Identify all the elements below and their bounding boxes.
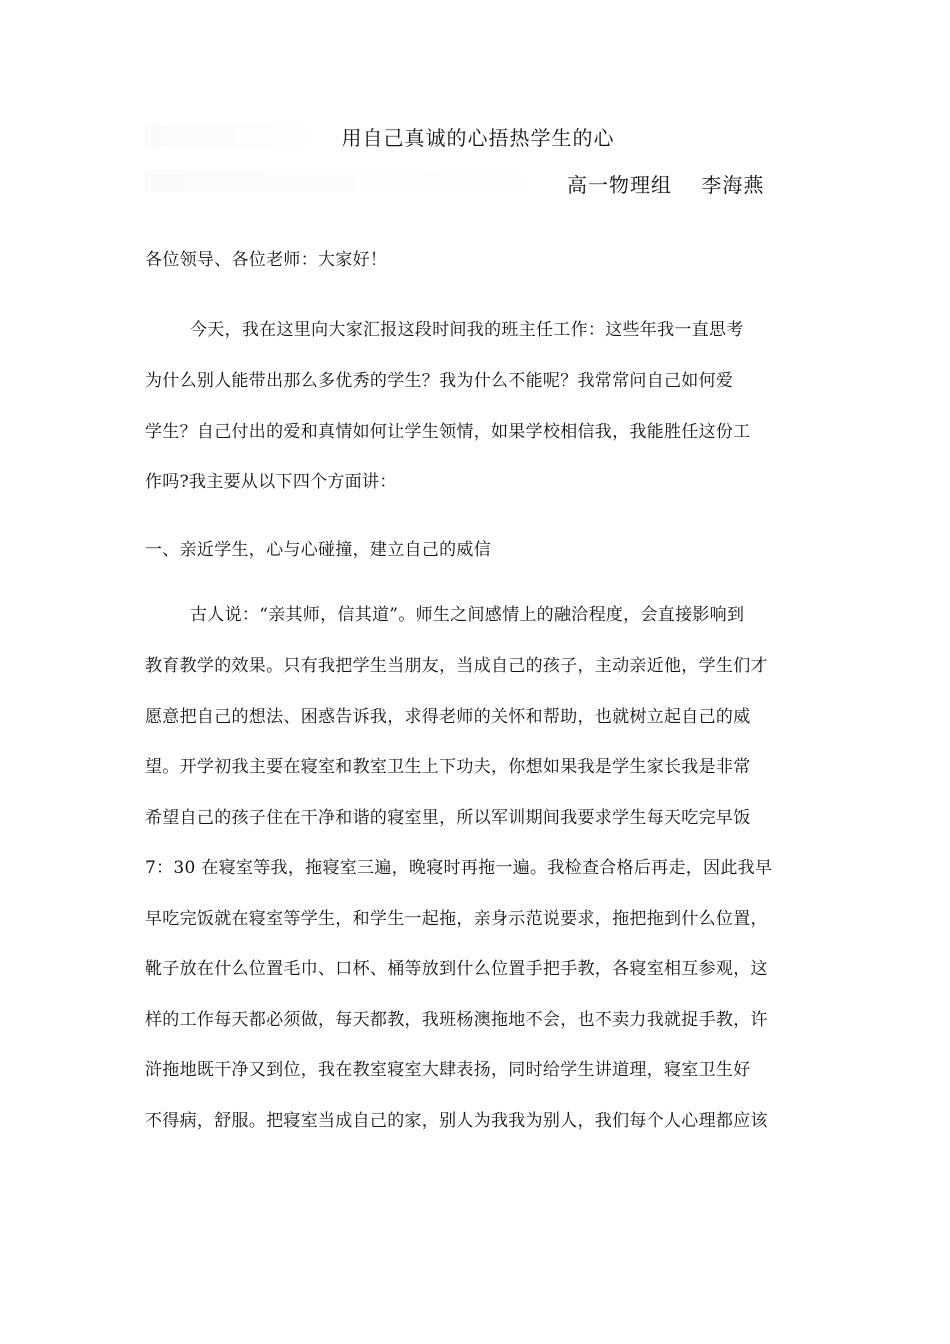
section1-heading: 一、亲近学生，心与心碰撞，建立自己的威信 — [145, 540, 491, 560]
paragraph2-line-6: 7：30 在寝室等我，拖寝室三遍，晚寝时再拖一遍。我检查合格后再走，因此我早 — [145, 858, 773, 878]
paragraph2-line-1: 古人说：“亲其师，信其道”。师生之间感情上的融洽程度，会直接影响到 — [190, 605, 745, 625]
greeting: 各位领导、各位老师：大家好！ — [145, 250, 388, 270]
paragraph1-line-4: 作吗?我主要从以下四个方面讲： — [145, 472, 397, 492]
document-title: 用自己真诚的心捂热学生的心 — [341, 126, 615, 150]
paragraph1-line-1: 今天，我在这里向大家汇报这段时间我的班主任工作：这些年我一直思考 — [190, 320, 744, 340]
paragraph2-line-2: 教育教学的效果。只有我把学生当朋友，当成自己的孩子，主动亲近他，学生们才 — [145, 656, 768, 676]
paragraph2-line-11: 不得病，舒服。把寝室当成自己的家，别人为我我为别人，我们每个人心理都应该 — [145, 1111, 768, 1131]
paragraph2-line-8: 靴子放在什么位置毛巾、口杯、桶等放到什么位置手把手教，各寝室相互参观，这 — [145, 959, 768, 979]
paragraph2-line-3: 愿意把自己的想法、困惑告诉我，求得老师的关怀和帮助，也就树立起自己的威 — [145, 707, 751, 727]
paragraph2-line-4: 望。开学初我主要在寝室和教室卫生上下功夫，你想如果我是学生家长我是非常 — [145, 757, 751, 777]
author-line: 高一物理组 李海燕 — [567, 173, 765, 197]
paragraph1-line-2: 为什么别人能带出那么多优秀的学生？我为什么不能呢？我常常问自己如何爱 — [145, 371, 734, 391]
paragraph2-line-9: 样的工作每天都必须做，每天都教，我班杨澳拖地不会，也不卖力我就捉手教，许 — [145, 1010, 768, 1030]
paragraph1-line-3: 学生？自己付出的爱和真情如何让学生领情，如果学校相信我，我能胜任这份工 — [145, 422, 751, 442]
paragraph2-line-10: 浒拖地既干净又到位，我在教室寝室大肆表扬，同时给学生讲道理，寝室卫生好 — [145, 1060, 751, 1080]
paragraph2-line-5: 希望自己的孩子住在干净和谐的寝室里，所以军训期间我要求学生每天吃完早饭 — [145, 808, 751, 828]
paragraph2-line-7: 早吃完饭就在寝室等学生，和学生一起拖，亲身示范说要求，拖把拖到什么位置， — [145, 909, 768, 929]
author-highlight — [145, 170, 565, 192]
